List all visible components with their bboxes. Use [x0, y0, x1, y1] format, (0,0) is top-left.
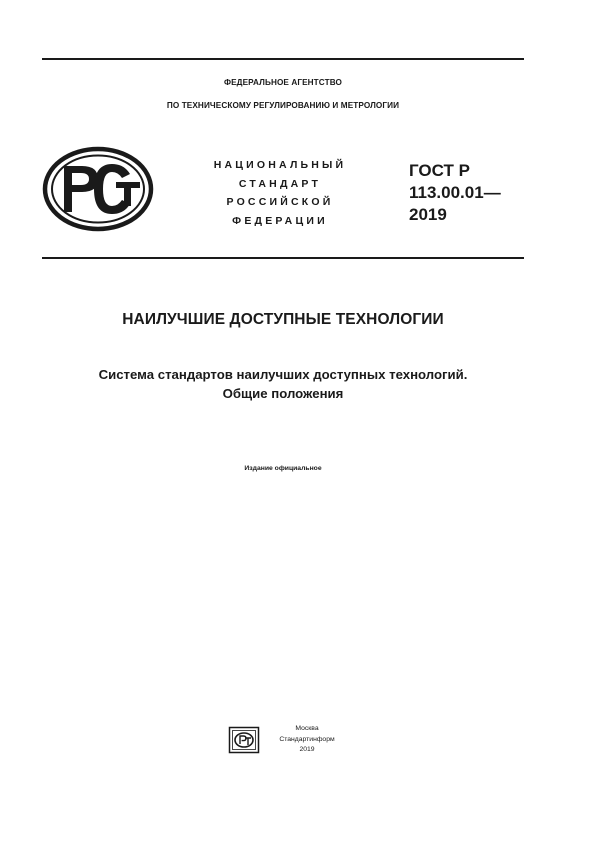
standard-type-line4: ФЕДЕРАЦИИ [232, 214, 328, 227]
designation-line1: ГОСТ Р [409, 161, 470, 180]
standard-designation [409, 160, 501, 226]
imprint [266, 724, 348, 756]
designation-line2: 113.00.01— [409, 183, 501, 202]
standard-type [190, 156, 370, 230]
standard-type-line2: СТАНДАРТ [238, 177, 322, 190]
top-rule [42, 58, 524, 60]
designation-line3: 2019 [409, 205, 447, 224]
subtitle-line2: Общие положения [222, 386, 344, 401]
document-subtitle [30, 365, 536, 403]
standard-type-line3: РОССИЙСКОЙ [226, 196, 334, 208]
edition-note: Издание официальное [244, 465, 322, 472]
standard-type-line1: НАЦИОНАЛЬНЫЙ [213, 159, 347, 171]
imprint-year: 2019 [299, 746, 315, 753]
standartinform-logo-icon [228, 726, 260, 754]
imprint-publisher: Стандартинформ [279, 735, 335, 743]
rst-logo-icon [42, 146, 154, 232]
imprint-city: Москва [295, 725, 319, 732]
document-title: НАИЛУЧШИЕ ДОСТУПНЫЕ ТЕХНОЛОГИИ [122, 311, 444, 328]
agency-name-line2: ПО ТЕХНИЧЕСКОМУ РЕГУЛИРОВАНИЮ И МЕТРОЛОГИИ [166, 101, 400, 110]
middle-rule [42, 257, 524, 259]
agency-name-line1: ФЕДЕРАЛЬНОЕ АГЕНТСТВО [224, 78, 342, 87]
subtitle-line1: Система стандартов наилучших доступных технологий. [98, 367, 468, 382]
